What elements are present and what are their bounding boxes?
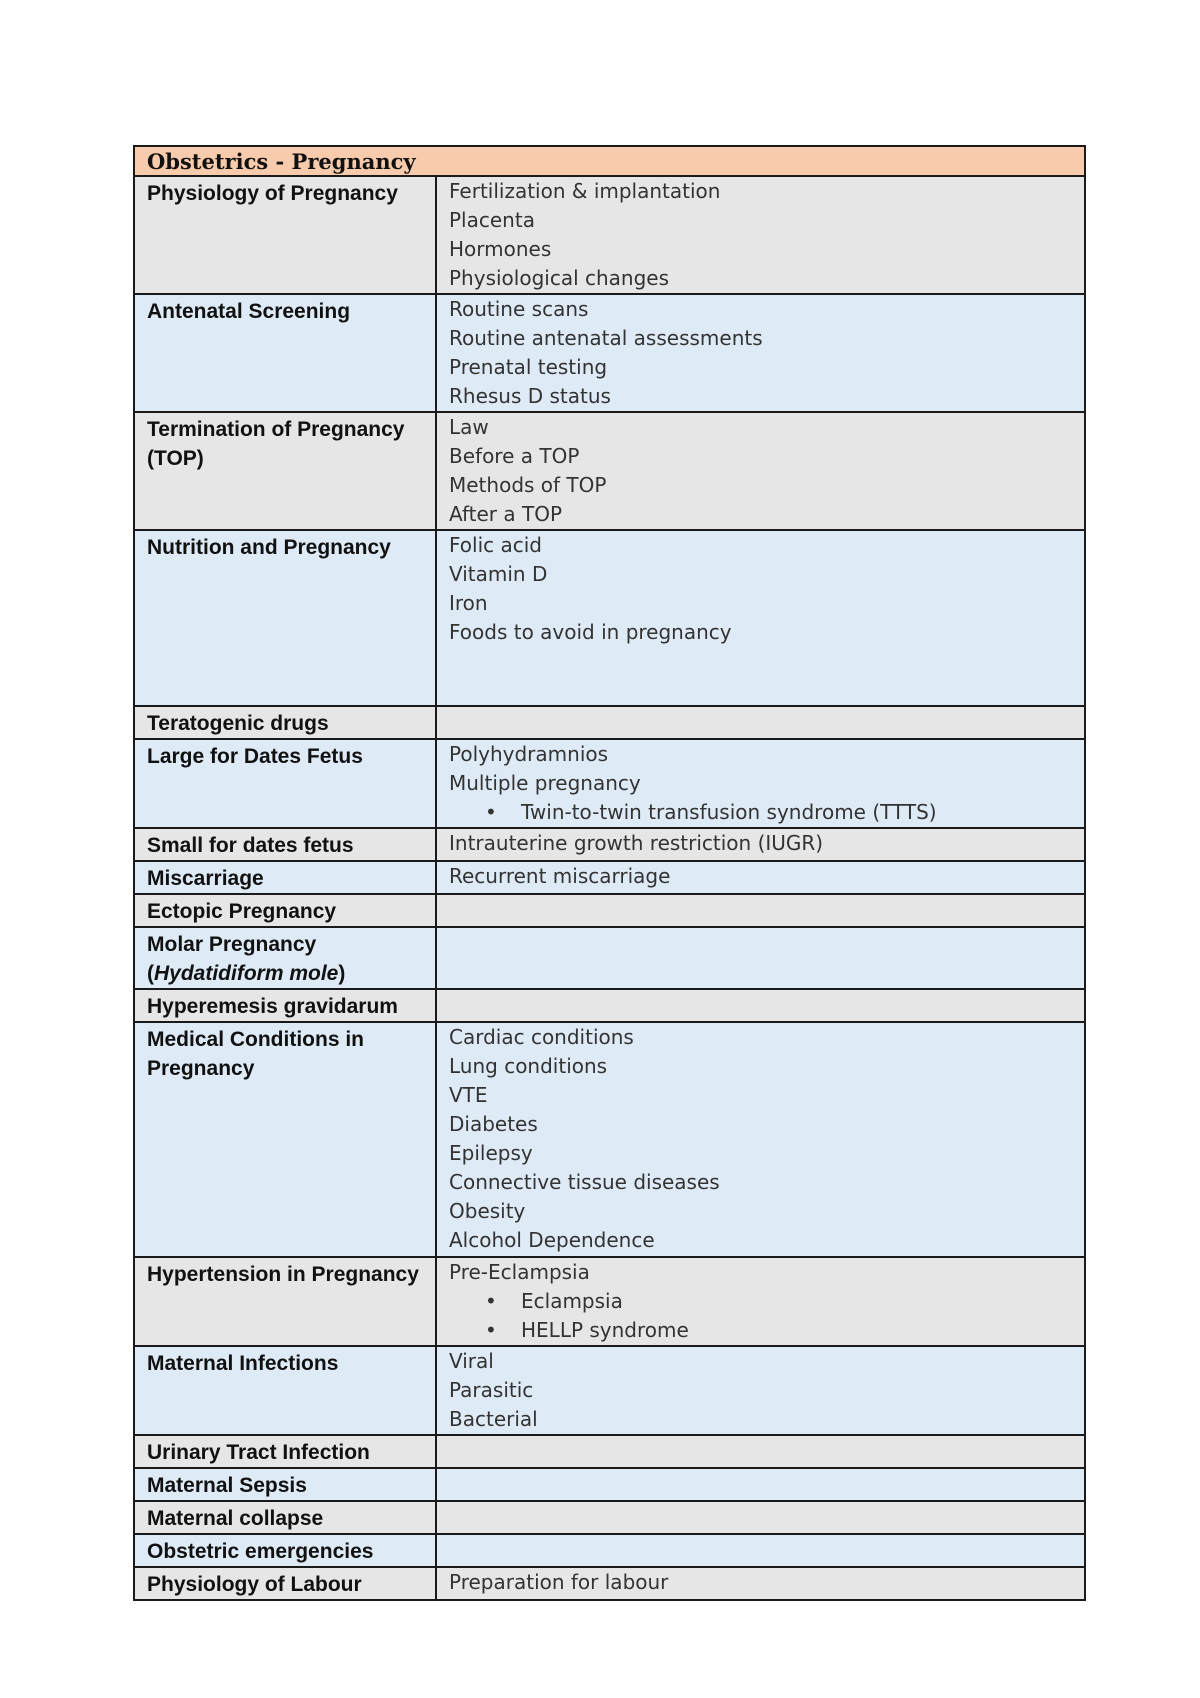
topic-label: Nutrition and Pregnancy (147, 536, 391, 559)
subtopics-cell (436, 1346, 1085, 1435)
subtopic-item: Hormones (449, 237, 552, 261)
topic-cell (134, 894, 436, 927)
subtopic-item: Iron (449, 591, 488, 615)
topic-label: Maternal Infections (147, 1352, 339, 1375)
table-row (134, 176, 1085, 294)
subtopic-bullet-item (449, 1316, 1072, 1345)
topic-cell (134, 861, 436, 894)
subtopics-cell (436, 530, 1085, 706)
subtopics-cell (436, 828, 1085, 861)
subtopics-cell (436, 1468, 1085, 1501)
table-row (134, 1022, 1085, 1257)
subtopic-item: Folic acid (449, 533, 542, 557)
subtopic-item: Obesity (449, 1199, 526, 1223)
topics-table (133, 145, 1086, 1601)
topic-cell (134, 706, 436, 739)
subtopic-item: Connective tissue diseases (449, 1170, 720, 1194)
table-row (134, 294, 1085, 412)
topic-label: Hyperemesis gravidarum (147, 995, 398, 1018)
topic-label: Medical Conditions in Pregnancy (147, 1028, 365, 1080)
table-row (134, 1567, 1085, 1600)
subtopics-cell (436, 861, 1085, 894)
topic-label: Miscarriage (147, 867, 264, 890)
subtopic-bullet-item (449, 1287, 1072, 1316)
subtopic-item: Pre-Eclampsia (449, 1260, 590, 1284)
subtopic-item: Polyhydramnios (449, 742, 609, 766)
subtopic-item: Parasitic (449, 1378, 534, 1402)
table-row (134, 706, 1085, 739)
topic-label: Maternal Sepsis (147, 1474, 307, 1497)
topics-table-body (134, 146, 1085, 1600)
subtopic-item: Fertilization & implantation (449, 179, 721, 203)
table-row (134, 739, 1085, 828)
subtopics-cell (436, 176, 1085, 294)
table-row (134, 1257, 1085, 1346)
table-row (134, 861, 1085, 894)
topic-cell (134, 1346, 436, 1435)
topic-label: Maternal collapse (147, 1507, 324, 1530)
subtopic-item: Alcohol Dependence (449, 1228, 655, 1252)
table-row (134, 1435, 1085, 1468)
topic-label: Small for dates fetus (147, 834, 354, 857)
topic-cell (134, 412, 436, 530)
subtopic-item: Physiological changes (449, 266, 670, 290)
topic-cell (134, 1468, 436, 1501)
topic-label: Urinary Tract Infection (147, 1441, 370, 1464)
subtopic-item: Foods to avoid in pregnancy (449, 620, 732, 644)
subtopics-cell (436, 739, 1085, 828)
subtopic-item: Bacterial (449, 1407, 538, 1431)
table-title: Obstetrics - Pregnancy (134, 146, 1085, 176)
subtopic-item: Intrauterine growth restriction (IUGR) (449, 831, 824, 855)
topic-label: Molar Pregnancy (147, 933, 317, 956)
subtopics-cell (436, 1567, 1085, 1600)
subtopic-item: Rhesus D status (449, 384, 611, 408)
subtopic-item: Multiple pregnancy (449, 771, 641, 795)
topic-label: Large for Dates Fetus (147, 745, 363, 768)
bullet-icon: • (485, 800, 497, 824)
subtopics-cell (436, 989, 1085, 1022)
topic-label: Teratogenic drugs (147, 712, 329, 735)
topic-cell (134, 1257, 436, 1346)
topic-label: Antenatal Screening (147, 300, 351, 323)
subtopics-cell (436, 706, 1085, 739)
table-row (134, 1501, 1085, 1534)
subtopics-cell (436, 1435, 1085, 1468)
subtopic-item: Methods of TOP (449, 473, 607, 497)
topic-label: Ectopic Pregnancy (147, 900, 337, 923)
subtopic-item: Vitamin D (449, 562, 548, 586)
subtopic-item: Before a TOP (449, 444, 580, 468)
subtopic-label: Eclampsia (521, 1289, 623, 1313)
topic-cell (134, 294, 436, 412)
subtopics-cell (436, 1257, 1085, 1346)
subtopic-label: Twin-to-twin transfusion syndrome (TTTS) (521, 800, 937, 824)
topic-cell (134, 176, 436, 294)
topic-cell (134, 1567, 436, 1600)
subtopic-item: Routine scans (449, 297, 589, 321)
subtopic-label: HELLP syndrome (521, 1318, 689, 1342)
subtopics-cell (436, 927, 1085, 989)
bullet-icon: • (485, 1318, 497, 1342)
table-row (134, 530, 1085, 706)
topic-cell (134, 739, 436, 828)
table-row (134, 1534, 1085, 1567)
table-row (134, 1346, 1085, 1435)
subtopic-item: Routine antenatal assessments (449, 326, 763, 350)
topic-label: Physiology of Pregnancy (147, 182, 398, 205)
subtopic-item: Recurrent miscarriage (449, 864, 671, 888)
subtopics-cell (436, 1022, 1085, 1257)
topic-label: Physiology of Labour (147, 1573, 362, 1596)
table-row (134, 927, 1085, 989)
table-title-row (134, 146, 1085, 176)
bullet-icon: • (485, 1289, 497, 1313)
subtopic-item: Epilepsy (449, 1141, 533, 1165)
subtopic-item: Diabetes (449, 1112, 538, 1136)
table-row (134, 989, 1085, 1022)
topic-cell (134, 1501, 436, 1534)
subtopic-item: Viral (449, 1349, 494, 1373)
topic-label: Termination of Pregnancy (TOP) (147, 418, 405, 470)
subtopics-cell (436, 894, 1085, 927)
table-row (134, 412, 1085, 530)
topic-cell: Molar Pregnancy (Hydatidiform mole) (134, 927, 436, 989)
topic-cell (134, 1435, 436, 1468)
subtopic-item: Preparation for labour (449, 1570, 669, 1594)
subtopic-item: Cardiac conditions (449, 1025, 634, 1049)
subtopics-cell (436, 294, 1085, 412)
subtopic-item: After a TOP (449, 502, 563, 526)
table-row (134, 894, 1085, 927)
subtopics-cell (436, 1501, 1085, 1534)
topic-cell (134, 530, 436, 706)
subtopic-item: Placenta (449, 208, 535, 232)
subtopic-item: Lung conditions (449, 1054, 608, 1078)
subtopic-bullet-item (449, 798, 1072, 827)
topic-cell (134, 1022, 436, 1257)
subtopic-item: Prenatal testing (449, 355, 608, 379)
topic-italic-label: Hydatidiform mole (154, 962, 339, 985)
subtopics-cell (436, 1534, 1085, 1567)
topic-cell (134, 1534, 436, 1567)
topic-label: Hypertension in Pregnancy (147, 1263, 419, 1286)
subtopic-item: Law (449, 415, 489, 439)
topic-cell (134, 989, 436, 1022)
subtopics-cell (436, 412, 1085, 530)
topic-cell (134, 828, 436, 861)
topic-label: Obstetric emergencies (147, 1540, 374, 1563)
subtopic-item: VTE (449, 1083, 488, 1107)
table-row (134, 828, 1085, 861)
table-row (134, 1468, 1085, 1501)
